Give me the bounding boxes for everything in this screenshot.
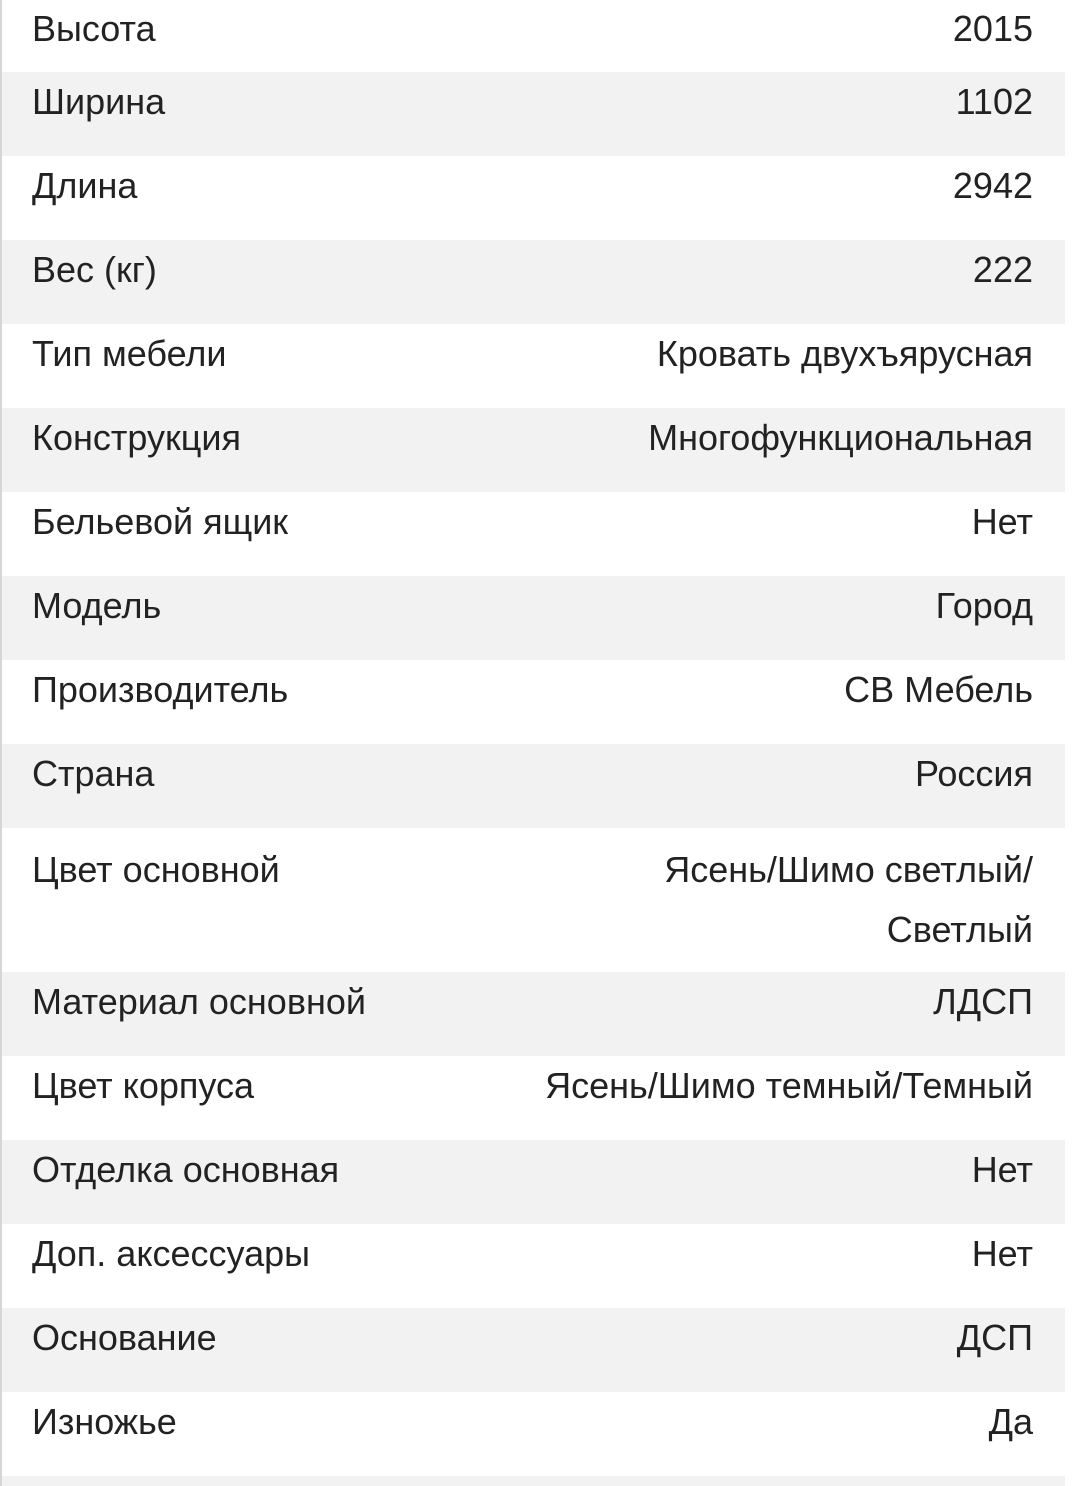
spec-label: Ширина [32, 81, 166, 122]
spec-row-length [2, 156, 1065, 240]
spec-value: Да [988, 1401, 1033, 1442]
spec-value: Нет [971, 1149, 1033, 1190]
spec-value: 1102 [955, 81, 1033, 122]
spec-value: Россия [914, 753, 1033, 794]
spec-value: СВ Мебель [844, 669, 1033, 710]
spec-row-body-color [2, 1056, 1065, 1140]
spec-label: Основание [32, 1317, 217, 1358]
spec-row-main-color [2, 828, 1065, 972]
spec-row-furniture-type [2, 324, 1065, 408]
spec-label: Длина [32, 165, 138, 206]
spec-row-construction [2, 408, 1065, 492]
spec-row-weight [2, 240, 1065, 324]
spec-row-country [2, 744, 1065, 828]
page-margin [1065, 0, 1080, 1486]
spec-row-width [2, 72, 1065, 156]
spec-value: Ясень/Шимо темный/Темный [545, 1065, 1033, 1106]
spec-value: 222 [972, 249, 1033, 290]
spec-row-height [2, 0, 1065, 72]
spec-label: Изножье [32, 1401, 177, 1442]
spec-row-manufacturer [2, 660, 1065, 744]
spec-label: Цвет основной [32, 849, 280, 890]
spec-label: Высота [32, 8, 156, 49]
spec-row-main-material [2, 972, 1065, 1056]
spec-label: Тип мебели [32, 333, 227, 374]
spec-value: Нет [971, 1233, 1033, 1274]
spec-label: Цвет корпуса [32, 1065, 254, 1106]
spec-label: Вес (кг) [32, 249, 157, 290]
spec-row-accessories [2, 1224, 1065, 1308]
spec-value: 2015 [952, 8, 1033, 49]
spec-label: Материал основной [32, 981, 366, 1022]
spec-row-linen-drawer [2, 492, 1065, 576]
spec-value: Ясень/Шимо светлый/ Светлый [664, 849, 1033, 950]
spec-value: ЛДСП [933, 981, 1033, 1022]
spec-label: Страна [32, 753, 155, 794]
spec-label: Отделка основная [32, 1149, 340, 1190]
spec-value: ДСП [956, 1317, 1033, 1358]
spec-label: Доп. аксессуары [32, 1233, 311, 1274]
spec-label: Конструкция [32, 417, 241, 458]
spec-label: Производитель [32, 669, 289, 710]
spec-row-model [2, 576, 1065, 660]
spec-row-base [2, 1308, 1065, 1392]
spec-row-main-finish [2, 1140, 1065, 1224]
spec-value: Нет [971, 501, 1033, 542]
spec-row-next-partial [2, 1476, 1065, 1486]
spec-value: Кровать двухъярусная [656, 333, 1033, 374]
spec-label: Модель [32, 585, 162, 626]
spec-label: Бельевой ящик [32, 501, 289, 542]
spec-row-footboard [2, 1392, 1065, 1476]
spec-value: 2942 [952, 165, 1033, 206]
spec-value: Многофункциональная [648, 417, 1033, 458]
spec-value: Город [935, 585, 1033, 626]
